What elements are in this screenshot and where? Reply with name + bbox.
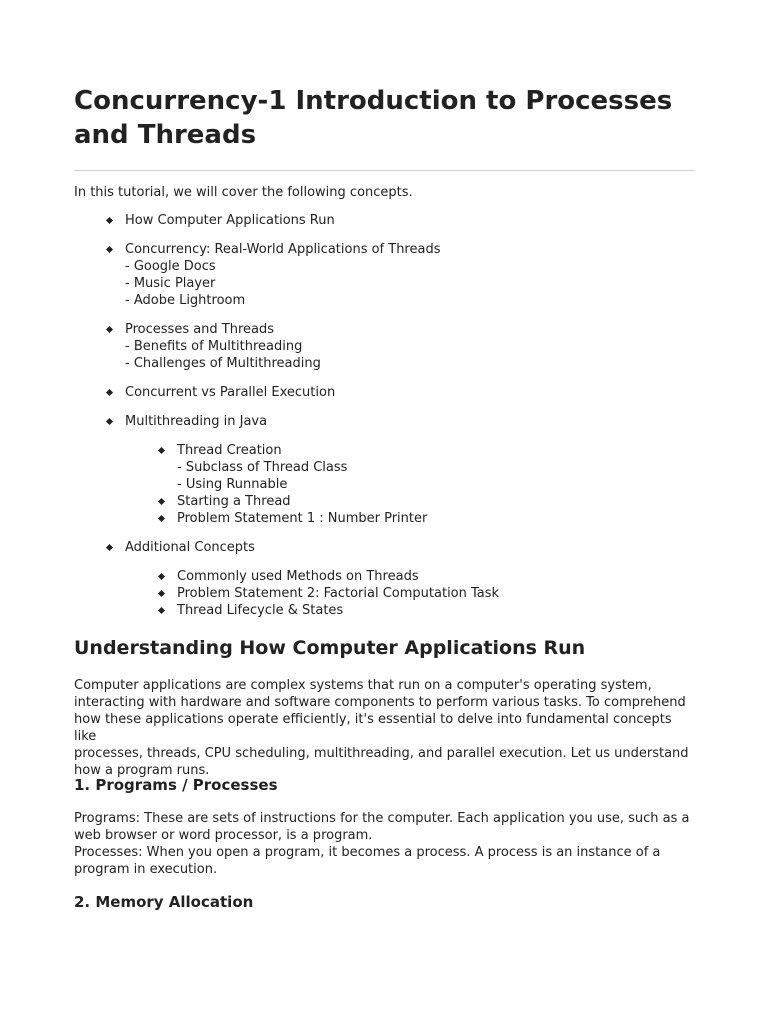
programs-paragraph-line: Programs: These are sets of instructions for the computer. Each application you use, such as a — [74, 811, 690, 826]
toc-sublist — [125, 568, 695, 619]
toc-item-line: - Google Docs — [125, 259, 216, 274]
toc-item-line: - Challenges of Multithreading — [125, 356, 321, 371]
toc-item-line: How Computer Applications Run — [125, 213, 335, 228]
toc-subitem-line: Commonly used Methods on Threads — [177, 569, 419, 584]
toc-subitem-line: Thread Creation — [177, 443, 282, 458]
programs-paragraph-line: Processes: When you open a program, it becomes a process. A process is an instance of a — [74, 845, 661, 860]
programs-paragraph — [74, 810, 695, 878]
toc-subitem — [125, 602, 695, 619]
diamond-bullet-icon — [158, 573, 165, 580]
toc-item-line: Concurrency: Real-World Applications of Threads — [125, 242, 441, 257]
page-title-line-2: and Threads — [74, 120, 257, 150]
toc-item — [74, 212, 695, 229]
toc-subitem — [125, 493, 695, 510]
diamond-bullet-icon — [158, 498, 165, 505]
diamond-bullet-icon — [158, 515, 165, 522]
diamond-bullet-icon — [106, 389, 113, 396]
section-paragraph-line: how these applications operate efficiently, it's essential to delve into fundamental concepts like — [74, 712, 672, 744]
toc-subitem-line: Problem Statement 2: Factorial Computation Task — [177, 586, 500, 601]
section-paragraph-line: how a program runs. — [74, 763, 210, 778]
toc-item-line: Concurrent vs Parallel Execution — [125, 385, 336, 400]
toc-item — [74, 413, 695, 527]
programs-paragraph-line: web browser or word processor, is a program. — [74, 828, 373, 843]
diamond-bullet-icon — [158, 607, 165, 614]
section-paragraph-line: Computer applications are complex systems that run on a computer's operating system, — [74, 678, 652, 693]
diamond-bullet-icon — [106, 418, 113, 425]
toc-item-line: - Adobe Lightroom — [125, 293, 246, 308]
toc-item-line: Processes and Threads — [125, 322, 275, 337]
toc-subitem-line: Problem Statement 1 : Number Printer — [177, 511, 428, 526]
toc-item — [74, 539, 695, 619]
subsection-heading-programs: 1. Programs / Processes — [74, 776, 278, 794]
toc-item-line: Additional Concepts — [125, 540, 255, 555]
toc-list — [74, 212, 695, 631]
toc-subitem-line: Starting a Thread — [177, 494, 291, 509]
diamond-bullet-icon — [106, 544, 113, 551]
toc-subitem-line: Thread Lifecycle & States — [177, 603, 344, 618]
toc-item-line: - Music Player — [125, 276, 216, 291]
intro-text: In this tutorial, we will cover the following concepts. — [74, 185, 413, 200]
section-paragraph-line: processes, threads, CPU scheduling, multithreading, and parallel execution. Let us understand — [74, 746, 689, 761]
toc-item-line: Multithreading in Java — [125, 414, 268, 429]
toc-subitem-line: - Using Runnable — [177, 477, 288, 492]
toc-subitem — [125, 510, 695, 527]
section-paragraph-line: interacting with hardware and software components to perform various tasks. To comprehend — [74, 695, 686, 710]
title-divider — [74, 170, 695, 171]
toc-sublist — [125, 442, 695, 527]
diamond-bullet-icon — [106, 217, 113, 224]
toc-subitem — [125, 442, 695, 493]
page-title-line-1: Concurrency-1 Introduction to Processes — [74, 86, 673, 116]
page-title — [74, 84, 695, 152]
subsection-heading-memory: 2. Memory Allocation — [74, 893, 254, 911]
toc-item-line: - Benefits of Multithreading — [125, 339, 303, 354]
diamond-bullet-icon — [158, 447, 165, 454]
section-paragraph — [74, 677, 695, 779]
diamond-bullet-icon — [106, 326, 113, 333]
programs-paragraph-line: program in execution. — [74, 862, 218, 877]
section-heading: Understanding How Computer Applications Run — [74, 637, 586, 659]
toc-subitem — [125, 585, 695, 602]
toc-subitem — [125, 568, 695, 585]
toc-item — [74, 241, 695, 309]
toc-item — [74, 321, 695, 372]
toc-item — [74, 384, 695, 401]
diamond-bullet-icon — [106, 246, 113, 253]
toc-subitem-line: - Subclass of Thread Class — [177, 460, 348, 475]
diamond-bullet-icon — [158, 590, 165, 597]
